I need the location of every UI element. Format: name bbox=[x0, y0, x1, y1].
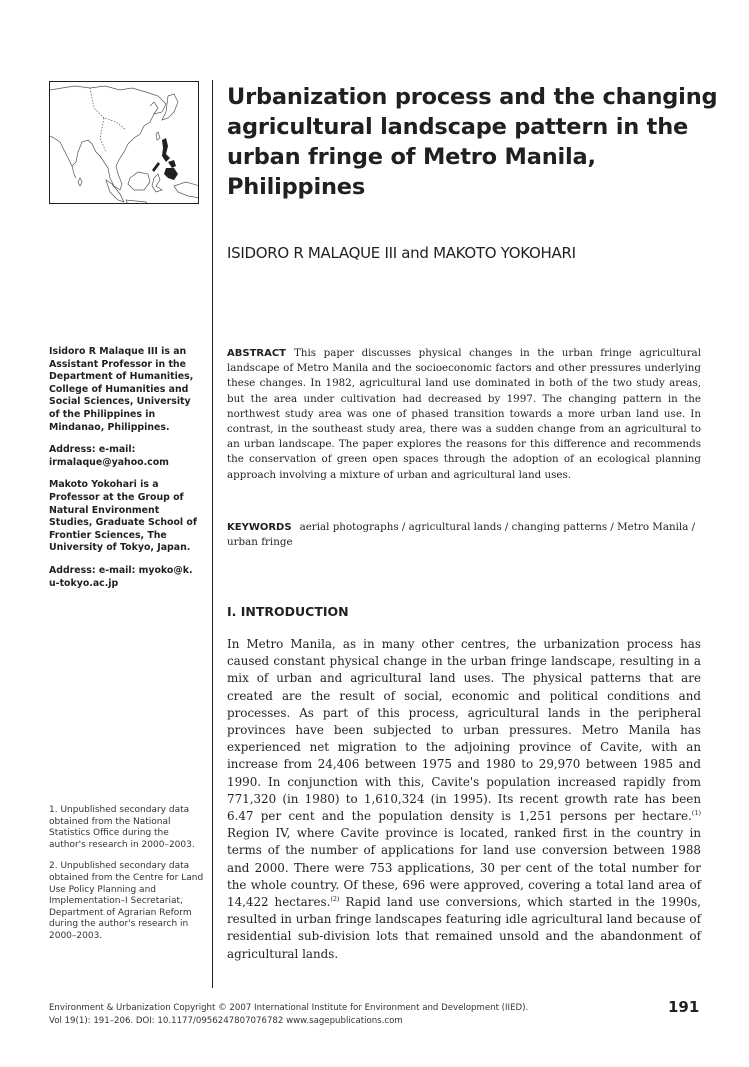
author-bios bbox=[49, 346, 204, 600]
article-title: Urbanization process and the changing agricultural landscape pattern in the urban fringe of Metro Manila, Philippines bbox=[227, 84, 718, 200]
page-number: 191 bbox=[668, 998, 700, 1016]
section-heading-introduction: I. INTRODUCTION bbox=[227, 604, 349, 619]
footnote-1: 1. Unpublished secondary data obtained from the National Statistics Office during the author's research in 2000–2003. bbox=[49, 805, 195, 850]
intro-text-part3: Rapid land use conversions, which started in the 1990s, resulted in urban fringe landscapes featuring idle agricultural land because of residential sub-division lots that remained unsold and the abandonment of agricultural lands. bbox=[227, 895, 701, 961]
article-authors: ISIDORO R MALAQUE III and MAKOTO YOKOHARI bbox=[227, 244, 576, 262]
footnotes bbox=[49, 805, 204, 953]
locator-map bbox=[49, 81, 199, 204]
abstract-label: ABSTRACT bbox=[227, 348, 286, 359]
intro-text-part1: In Metro Manila, as in many other centres, the urbanization process has caused constant physical change in the urban fringe landscape, resulting in a mix of urban and agricultural land uses. The physical patterns that are created are the result of social, economic and political conditions and processes. As part of this process, agricultural lands in the peripheral provinces have been subjected to urban pressures. Metro Manila has experienced net migration to the adjoining province of Cavite, with an increase from 24,406 between 1975 and 1980 to 29,970 between 1985 and 1990. In conjunction with this, Cavite's population increased rapidly from 771,320 (in 1980) to 1,610,324 (in 1995). Its recent growth rate has been 6.47 per cent and the population density is 1,251 persons per hectare. bbox=[227, 637, 701, 824]
author-bio-yokohari: Makoto Yokohari is a Professor at the Group of Natural Environment Studies, Graduate School of Frontier Sciences, The University of Tokyo, Japan. bbox=[49, 479, 197, 554]
keywords bbox=[227, 520, 701, 550]
keywords-text: aerial photographs / agricultural lands / changing patterns / Metro Manila / urban fringe bbox=[227, 521, 696, 549]
intro-text-part2: Region IV, where Cavite province is located, ranked first in the country in terms of the number of applications for land use conversion between 1988 and 2000. There were 753 applications, 30 per cent of the total number for the whole country. Of these, 696 were approved, covering a total land area of 14,422 hectares. bbox=[227, 826, 701, 910]
footer-copyright: Environment & Urbanization Copyright © 2007 International Institute for Environment and Development (IIED). bbox=[49, 1003, 529, 1013]
footnote-ref-1: (1) bbox=[691, 809, 701, 818]
author-address-yokohari: Address: e-mail: myoko@k. u-tokyo.ac.jp bbox=[49, 564, 193, 589]
abstract-text: This paper discusses physical changes in the urban fringe agricultural landscape of Metro Manila and the socioeconomic factors and other pressures underlying these changes. In 1982, agricultural land use dominated in both of the two study areas, but the area under cultivation had decreased by 1997. The changing pattern in the northwest study area was one of phased transition towards a more urban land use. In contrast, in the southeast study area, there was a sudden change from an agricultural to an urban landscape. The paper explores the reasons for this difference and recommends the conservation of green open spaces through the adoption of an ecological planning approach involving a mixture of urban and agricultural land uses. bbox=[227, 347, 701, 481]
footnote-ref-2: (2) bbox=[330, 895, 340, 904]
keywords-label: KEYWORDS bbox=[227, 522, 292, 533]
asia-locator-map-graphic bbox=[50, 82, 199, 204]
introduction-paragraph bbox=[227, 636, 701, 963]
footnote-2: 2. Unpublished secondary data obtained from the Centre for Land Use Policy Planning and Implementation–I Secretariat, Department of Agrarian Reform during the author's research in 2000–2003. bbox=[49, 861, 204, 941]
author-address-malaque: Address: e-mail: irmalaque@yahoo.com bbox=[49, 444, 169, 468]
abstract bbox=[227, 346, 701, 483]
page-footer bbox=[49, 1002, 528, 1028]
author-bio-malaque: Isidoro R Malaque III is an Assistant Professor in the Department of Humanities, College of Humanities and Social Sciences, University of the Philippines in Mindanao, Philippines. bbox=[49, 346, 194, 433]
column-divider bbox=[212, 80, 213, 988]
footer-citation: Vol 19(1): 191–206. DOI: 10.1177/0956247807076782 www.sagepublications.com bbox=[49, 1016, 403, 1026]
